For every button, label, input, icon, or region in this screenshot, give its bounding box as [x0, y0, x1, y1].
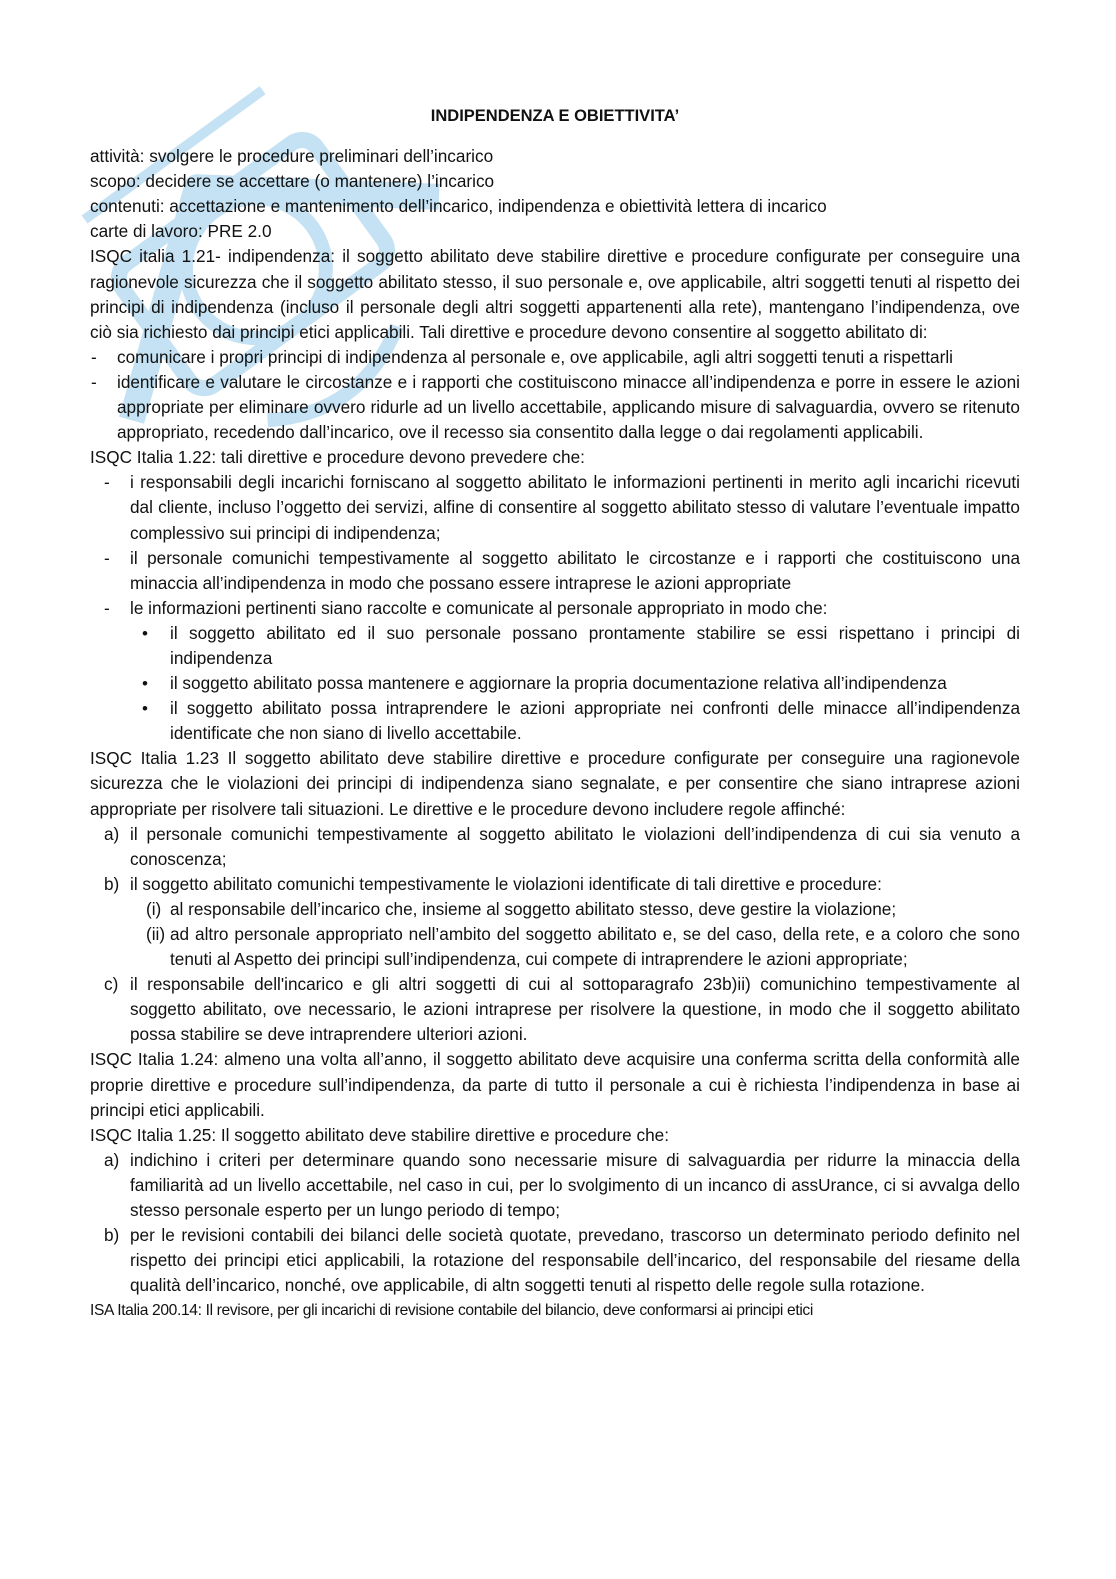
isa-200-14-paragraph: ISA Italia 200.14: Il revisore, per gli incarichi di revisione contabile del bilancio, deve conformarsi ai principi etici — [90, 1302, 813, 1320]
bullet-item: • il soggetto abilitato possa intraprendere le azioni appropriate nei confronti delle minacce all’indipendenza identificate che non siano di livello accettabile. — [90, 696, 1020, 746]
sub-list-item — [130, 922, 1020, 972]
meta-contents: contenuti: accettazione e mantenimento dell’incarico, indipendenza e obiettività lettera di incarico — [90, 196, 827, 217]
list-item-text: ad altro personale appropriato nell’ambito del soggetto abilitato e, se del caso, della rete, e a coloro che sono tenuti al Aspetto dei principi sull’indipendenza, cui compete di intraprendere le azioni appropriate; — [170, 924, 1020, 970]
list-marker: b) — [104, 1225, 120, 1246]
list-marker: a) — [104, 823, 120, 844]
list-marker: c) — [104, 974, 119, 995]
isqc-1-22-paragraph: ISQC Italia 1.22: tali direttive e procedure devono prevedere che: — [90, 447, 585, 468]
isqc-1-24-paragraph: ISQC Italia 1.24: almeno una volta all’anno, il soggetto abilitato deve acquisire una conferma scritta della conformità alle proprie direttive e procedure sull’indipendenza, da parte di tutto il personale a cui è richiesta l’indipendenza in base ai principi etici applicabili. — [90, 1049, 1020, 1120]
list-marker: (i) — [146, 898, 162, 919]
meta-scope: scopo: decidere se accettare (o mantenere) l’incarico — [90, 171, 495, 192]
list-marker: b) — [104, 873, 120, 894]
isqc-1-21-list — [90, 345, 1020, 445]
isqc-1-23-sublist — [130, 897, 1020, 972]
list-item — [90, 1148, 1020, 1223]
list-item: - identificare e valutare le circostanze e i rapporti che costituiscono minacce all’indipendenza e porre in essere le azioni appropriate per eliminare ovvero ridurle ad un livello accettabile, applicando misure di salvaguardia, ovvero se ritenuto appropriato, recedendo dall’incarico, ove il recesso sia consentito dalla legge o dai regolamenti applicabili. — [90, 370, 1020, 445]
isqc-1-23-list — [90, 822, 1020, 1048]
list-item: - comunicare i propri principi di indipendenza al personale e, ove applicabile, agli altri soggetti tenuti a rispettarli — [90, 345, 1020, 370]
list-item — [90, 822, 1020, 872]
list-item-text: al responsabile dell’incarico che, insieme al soggetto abilitato stesso, deve gestire la violazione; — [170, 898, 897, 919]
sub-list-item — [130, 897, 1020, 922]
isqc-1-25-list — [90, 1148, 1020, 1299]
list-item-text: il personale comunichi tempestivamente al soggetto abilitato le violazioni dell’indipendenza di cui sia venuto a conoscenza; — [130, 823, 1020, 869]
list-marker: (ii) — [146, 924, 166, 944]
bullet-item: • il soggetto abilitato possa mantenere e aggiornare la propria documentazione relativa all’indipendenza — [90, 671, 1020, 696]
meta-work-papers: carte di lavoro: PRE 2.0 — [90, 221, 272, 242]
isqc-1-21-paragraph: ISQC italia 1.21- indipendenza: il soggetto abilitato deve stabilire direttive e procedure configurate per conseguire una ragionevole sicurezza che il soggetto abilitato stesso, il suo personale e, ove applicabile, altri soggetti tenuti al rispetto dei principi di indipendenza (incluso il personale degli altri soggetti appartenenti alla rete), mantengano l’indipendenza, ove ciò sia richiesto dai principi etici applicabili. Tali direttive e procedure devono consentire al soggetto abilitato di: — [90, 246, 1020, 342]
list-item — [90, 872, 1020, 972]
bullet-item: • il soggetto abilitato ed il suo personale possano prontamente stabilire se essi rispettano i principi di indipendenza — [90, 621, 1020, 671]
list-item-text: il soggetto abilitato comunichi tempestivamente le violazioni identificate di tali direttive e procedure: — [130, 873, 882, 894]
document-page — [90, 104, 1020, 1324]
list-item: - i responsabili degli incarichi forniscano al soggetto abilitato le informazioni pertinenti in merito agli incarichi ricevuti dal cliente, incluso l’oggetto dei servizi, alfine di consentire al soggetto abilitato stesso di valutare l’eventuale impatto complessivo sui principi di indipendenza; — [90, 470, 1020, 545]
list-item — [90, 1223, 1020, 1298]
list-item — [90, 972, 1020, 1047]
list-item-text: il responsabile dell'incarico e gli altri soggetti di cui al sottoparagrafo 23b)ii) comunichino tempestivamente al soggetto abilitato, ove necessario, le azioni intraprese per risolvere la questione, in modo che il soggetto abilitato possa stabilire se deve intraprendere ulteriori azioni. — [130, 974, 1020, 1045]
isqc-1-23-paragraph: ISQC Italia 1.23 Il soggetto abilitato deve stabilire direttive e procedure configurate per conseguire una ragionevole sicurezza che le violazioni dei principi di indipendenza siano segnalate, e per consentire che siano intraprese azioni appropriate per risolvere tali situazioni. Le direttive e le procedure devono includere regole affinché: — [90, 748, 1020, 819]
list-item-text: indichino i criteri per determinare quando sono necessarie misure di salvaguardia per ridurre la minaccia della familiarità ad un livello accettabile, nel caso in cui, per lo svolgimento di un incanco di assUrance, ci si avvalga dello stesso personale esperto per un lungo periodo di tempo; — [130, 1149, 1020, 1221]
meta-activity: attività: svolgere le procedure preliminari dell’incarico — [90, 146, 494, 167]
isqc-1-22-list — [90, 470, 1020, 621]
page-title: INDIPENDENZA E OBIETTIVITA’ — [430, 107, 680, 125]
list-item: - le informazioni pertinenti siano raccolte e comunicate al personale appropriato in modo che: — [90, 596, 1020, 621]
list-item-text: per le revisioni contabili dei bilanci delle società quotate, prevedano, trascorso un determinato periodo definito nel rispetto dei principi etici applicabili, la rotazione del responsabile dell’incarico, del responsabile del riesame della qualità dell’incarico, nonché, ove applicabile, di altn soggetti tenuti al rispetto delle regole sulla rotazione. — [130, 1225, 1020, 1296]
isqc-1-22-bullets — [90, 621, 1020, 746]
list-item: - il personale comunichi tempestivamente al soggetto abilitato le circostanze e i rapporti che costituiscono una minaccia all’indipendenza in modo che possano essere intraprese le azioni appropriate — [90, 546, 1020, 596]
isqc-1-25-paragraph: ISQC Italia 1.25: Il soggetto abilitato deve stabilire direttive e procedure che: — [90, 1124, 669, 1145]
list-marker: a) — [104, 1149, 120, 1170]
